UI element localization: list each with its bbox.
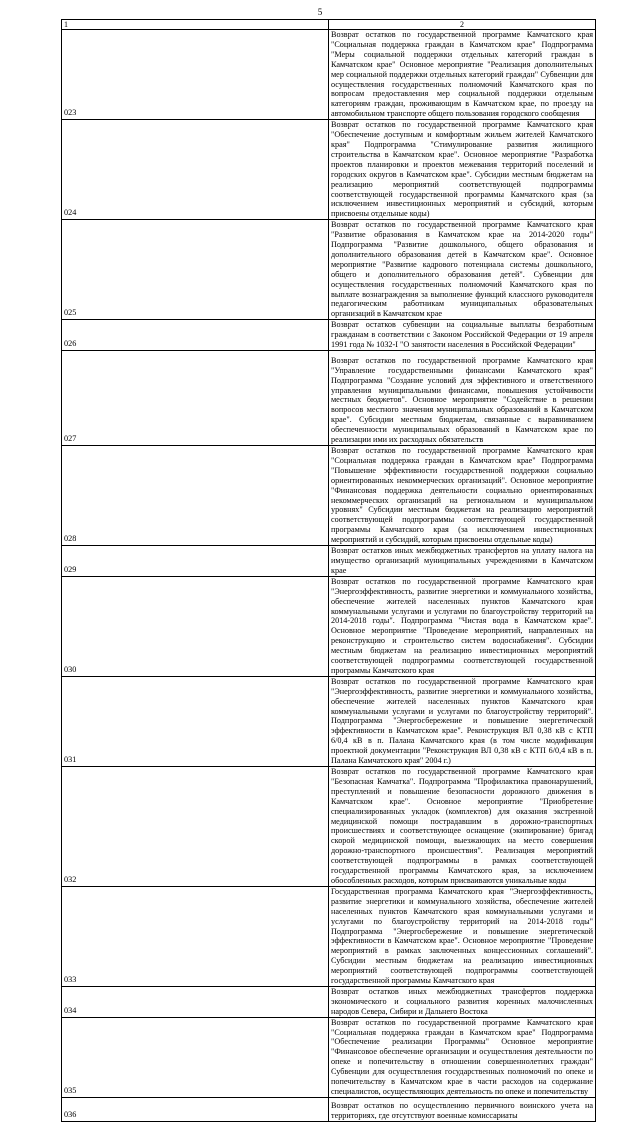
column-header-description: 2 — [329, 20, 596, 30]
row-description: Возврат остатков субвенции на социальные выплаты безработным гражданам в соответствии с Законом Российской Федерации от 19 апреля 1991 года № 1032-I "О занятости населения в Российской Федерации" — [329, 320, 596, 351]
row-code: 027 — [62, 351, 329, 446]
row-description: Возврат остатков иных межбюджетных трансфертов поддержка экономического и социального развития коренных малочисленных народов Севера, Сибири и Дальнего Востока — [329, 986, 596, 1017]
table-row — [62, 886, 596, 986]
table-row — [62, 767, 596, 887]
row-code: 036 — [62, 1097, 329, 1121]
table-row — [62, 1017, 596, 1097]
row-code: 023 — [62, 30, 329, 120]
row-code: 030 — [62, 576, 329, 676]
row-description: Возврат остатков по государственной программе Камчатского края "Безопасная Камчатка". Подпрограмма "Профилактика правонарушений, преступлений и повышение безопасности дорожного движения в Камчатском крае". Основное мероприятие "Приобретение специализированных укладок (комплектов) для оказания экстренной медицинской помощи пострадавшим в дорожно-транспортных происшествиях и соответствующее оснащение (экипирование) бригад скорой медицинской помощи, выезжающих на место совершения дорожно-транспортного происшествия". Реализация мероприятий соответствующей подпрограммы в рамках соответствующей государственной программы Камчатского края, за исключением обособленных расходов, которым присваиваются уникальные коды — [329, 767, 596, 887]
row-description: Возврат остатков по государственной программе Камчатского края "Обеспечение доступным и комфортным жильем жителей Камчатского края" Подпрограмма "Стимулирование развития жилищного строительства в Камчатском крае". Основное мероприятие "Разработка проектов планировки и проектов межевания территорий поселений и городских округов в Камчатском крае". Субсидии местным бюджетам на реализацию мероприятий соответствующей подпрограммы соответствующей государственной программы Камчатского края (за исключением инвестиционных мероприятий и субсидий, которым присвоены отдельные коды) — [329, 120, 596, 220]
page-number: 5 — [317, 7, 323, 17]
row-description: Возврат остатков по государственной программе Камчатского края "Развитие образования в Камчатском крае на 2014-2020 годы" Подпрограмма "Развитие дошкольного, общего образования и дополнительного образования детей в Камчатском крае". Основное мероприятие "Развитие кадрового потенциала системы дошкольного, общего и дополнительного образования детей". Субвенции для осуществления государственных полномочий Камчатского края по выплате вознаграждения за выполнение функций классного руководителя педагогическим работникам муниципальных образовательных организаций в Камчатском крае — [329, 220, 596, 320]
table-row — [62, 546, 596, 577]
revenue-codes-table — [61, 19, 596, 1122]
row-description: Возврат остатков по государственной программе Камчатского края "Социальная поддержка граждан в Камчатском крае" Подпрограмма "Повышение эффективности государственной поддержки социально ориентированных некоммерческих организаций". Основное мероприятие "Финансовая поддержка деятельности социально ориентированных некоммерческих организаций на региональном и муниципальном уровнях" Субсидии местным бюджетам на реализацию мероприятий соответствующей подпрограммы соответствующей государственной программы Камчатского края (за исключением инвестиционных мероприятий и субсидий, которым присвоены отдельные коды) — [329, 446, 596, 546]
column-header-code: 1 — [62, 20, 329, 30]
table-row — [62, 676, 596, 766]
row-code: 029 — [62, 546, 329, 577]
row-description: Возврат остатков по государственной программе Камчатского края "Управление государственными финансами Камчатского края" Подпрограмма "Создание условий для эффективного и ответственного управления муниципальными финансами, повышения устойчивости местных бюджетов". Основное мероприятие "Содействие в решении вопросов местного значения муниципальных образований в Камчатском крае". Субсидии местным бюджетам, связанные с выравниванием обеспеченности муниципальных образований в Камчатском крае по реализации ими их расходных обязательств — [329, 351, 596, 446]
row-description: Возврат остатков по государственной программе Камчатского края "Энергоэффективность, развитие энергетики и коммунального хозяйства, обеспечение жителей населенных пунктов Камчатского края коммунальными услугами и услугами по благоустройству территорий на 2014-2018 годы". Подпрограмма "Чистая вода в Камчатском крае". Основное мероприятие "Проведение мероприятий, направленных на реконструкцию и строительство систем водоснабжения". Субсидии местным бюджетам на реализацию инвестиционных мероприятий соответствующей подпрограммы соответствующей государственной программы Камчатского края — [329, 576, 596, 676]
table-row — [62, 446, 596, 546]
row-description: Государственная программа Камчатского края "Энергоэффективность, развитие энергетики и коммунального хозяйства, обеспечение жителей населенных пунктов Камчатского края коммунальными услугами и услугами по благоустройству территорий на 2014-2018 годы" Подпрограмма "Энергосбережение и повышение энергетической эффективности в Камчатском крае". Основное мероприятие "Проведение мероприятий в рамках заключенных концессионных соглашений". Субсидии местным бюджетам на реализацию инвестиционных мероприятий соответствующей подпрограммы соответствующей государственной программы Камчатского края — [329, 886, 596, 986]
row-code: 031 — [62, 676, 329, 766]
table-row — [62, 30, 596, 120]
table-row — [62, 320, 596, 351]
row-code: 035 — [62, 1017, 329, 1097]
table-row — [62, 1097, 596, 1121]
row-description: Возврат остатков по государственной программе Камчатского края "Социальная поддержка граждан в Камчатском крае" Подпрограмма "Меры социальной поддержки отдельных категорий граждан в Камчатском крае" Основное мероприятие "Реализация дополнительных мер социальной поддержки отдельных категорий граждан" Субвенции для осуществления государственных полномочий Камчатского края по вопросам предоставления мер социальной поддержки отдельным категориям граждан, проживающим в Камчатском крае, по проезду на автомобильном транспорте общего пользования городского сообщения — [329, 30, 596, 120]
table-row — [62, 351, 596, 446]
table-row — [62, 576, 596, 676]
row-code: 025 — [62, 220, 329, 320]
table-row — [62, 986, 596, 1017]
row-code: 024 — [62, 120, 329, 220]
row-description: Возврат остатков по государственной программе Камчатского края "Социальная поддержка граждан в Камчатском крае" Подпрограмма "Обеспечение реализации Программы" Основное мероприятие "Финансовое обеспечение организации и осуществления деятельности по опеке и попечительству в отношении совершеннолетних граждан" Субвенции для осуществления государственных полномочий по опеке и попечительству в Камчатском крае в части расходов на содержание специалистов, осуществляющих деятельность по опеке и попечительству — [329, 1017, 596, 1097]
table-row — [62, 120, 596, 220]
table-row — [62, 220, 596, 320]
row-code: 028 — [62, 446, 329, 546]
table-header-row — [62, 20, 596, 30]
row-code: 034 — [62, 986, 329, 1017]
row-code: 033 — [62, 886, 329, 986]
row-description: Возврат остатков иных межбюджетных трансфертов на уплату налога на имущество организаций муниципальных учреждениями в Камчатском крае — [329, 546, 596, 577]
row-description: Возврат остатков по государственной программе Камчатского края "Энергоэффективность, развитие энергетики и коммунального хозяйства, обеспечение жителей населенных пунктов Камчатского края коммунальными услугами и услугами по благоустройству территорий". Подпрограмма "Энергосбережение и повышение энергетической эффективности в Камчатском крае". Реконструкция ВЛ 0,38 кВ с КТП 6/0,4 кВ в п. Палана Камчатского края (в том числе модификация проектной документации "Реконструкция ВЛ 0,38 кВ с КТП 6/0,4 кВ в п. Палана Камчатского края" 2004 г.) — [329, 676, 596, 766]
row-code: 026 — [62, 320, 329, 351]
row-description: Возврат остатков по осуществлению первичного воинского учета на территориях, где отсутствуют военные комиссариаты — [329, 1097, 596, 1121]
row-code: 032 — [62, 767, 329, 887]
